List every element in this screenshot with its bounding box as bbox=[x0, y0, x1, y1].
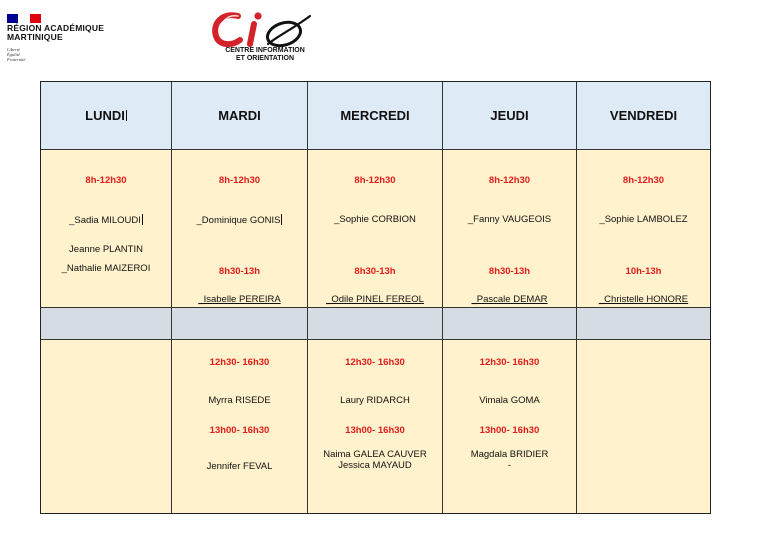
person-name: _Dominique GONIS bbox=[196, 215, 281, 226]
lunch-separator bbox=[308, 308, 443, 340]
timetable bbox=[40, 81, 711, 514]
motto-egalite: Égalité bbox=[7, 52, 20, 57]
day-header-mercredi: MERCREDI bbox=[308, 82, 443, 150]
afternoon-cell-mardi bbox=[172, 340, 308, 513]
afternoon-cell-mercredi bbox=[308, 340, 443, 513]
morning-person: _Fanny VAUGEOIS bbox=[467, 214, 552, 225]
morning-cell-mercredi bbox=[308, 150, 443, 308]
afternoon-person: Jennifer FEVAL bbox=[206, 461, 273, 472]
region-line-1: RÉGION ACADÉMIQUE bbox=[7, 23, 105, 33]
morning-person: _Pascale DEMAR bbox=[471, 294, 548, 305]
morning-cell-vendredi bbox=[577, 150, 710, 308]
morning-person: _Nathalie MAIZEROI bbox=[61, 263, 151, 274]
morning-time: 8h-12h30 bbox=[354, 175, 396, 186]
lunch-separator bbox=[443, 308, 577, 340]
morning-person bbox=[172, 214, 307, 226]
morning-time: 8h-12h30 bbox=[85, 175, 127, 186]
afternoon-time-2: 13h00- 16h30 bbox=[209, 425, 270, 436]
afternoon-time: 12h30- 16h30 bbox=[209, 357, 270, 368]
afternoon-cell-lundi bbox=[41, 340, 172, 513]
cio-subtitle bbox=[207, 47, 323, 63]
morning-person: _Isabelle PEREIRA bbox=[198, 294, 281, 305]
afternoon-person: - bbox=[507, 460, 512, 471]
afternoon-person: Myrra RISEDE bbox=[208, 395, 271, 406]
cio-subtitle-line-2: ET ORIENTATION bbox=[235, 55, 295, 62]
day-header-mardi: MARDI bbox=[172, 82, 308, 150]
french-flag-icon bbox=[7, 14, 41, 23]
text-cursor bbox=[126, 110, 127, 121]
afternoon-person: Vimala GOMA bbox=[479, 395, 540, 406]
morning-person: Jeanne PLANTIN bbox=[69, 244, 143, 255]
lunch-separator bbox=[41, 308, 172, 340]
morning-time-2: 8h30-13h bbox=[218, 266, 261, 277]
afternoon-time-2: 13h00- 16h30 bbox=[345, 425, 405, 436]
morning-person: _Sophie LAMBOLEZ bbox=[599, 214, 688, 225]
republic-motto bbox=[7, 47, 26, 62]
cio-subtitle-line-1: CENTRE INFORMATION bbox=[225, 47, 305, 54]
afternoon-time: 12h30- 16h30 bbox=[345, 357, 405, 368]
text-cursor bbox=[281, 214, 282, 225]
morning-time-2: 8h30-13h bbox=[354, 266, 396, 277]
day-header-vendredi: VENDREDI bbox=[577, 82, 710, 150]
cio-logo-icon bbox=[208, 10, 318, 52]
morning-cell-mardi bbox=[172, 150, 308, 308]
motto-fraternite: Fraternité bbox=[7, 57, 26, 62]
morning-cell-lundi bbox=[41, 150, 172, 308]
region-academique-name bbox=[7, 24, 104, 42]
region-line-2: MARTINIQUE bbox=[7, 32, 63, 42]
morning-person: _Christelle HONORE bbox=[598, 294, 689, 305]
afternoon-person: Magdala BRIDIER bbox=[470, 449, 549, 460]
morning-person: _Odile PINEL FEREOL bbox=[326, 294, 424, 305]
afternoon-cell-jeudi bbox=[443, 340, 577, 513]
afternoon-time: 12h30- 16h30 bbox=[479, 357, 540, 368]
morning-person bbox=[41, 214, 171, 226]
morning-time: 8h-12h30 bbox=[488, 175, 531, 186]
day-header-jeudi: JEUDI bbox=[443, 82, 577, 150]
person-name: _Sadia MILOUDI bbox=[69, 215, 141, 226]
day-header-lundi bbox=[41, 82, 172, 150]
afternoon-cell-vendredi bbox=[577, 340, 710, 513]
afternoon-person: Naima GALEA CAUVER bbox=[323, 449, 427, 460]
afternoon-time-2: 13h00- 16h30 bbox=[479, 425, 540, 436]
morning-person: _Sophie CORBION bbox=[334, 214, 416, 225]
morning-time: 8h-12h30 bbox=[218, 175, 261, 186]
afternoon-person: Laury RIDARCH bbox=[340, 395, 410, 406]
morning-time-2: 10h-13h bbox=[625, 266, 662, 277]
text-cursor bbox=[142, 214, 143, 225]
lunch-separator bbox=[577, 308, 710, 340]
motto-liberte: Liberté bbox=[7, 47, 20, 52]
day-label: LUNDI bbox=[85, 108, 125, 123]
morning-cell-jeudi bbox=[443, 150, 577, 308]
morning-time-2: 8h30-13h bbox=[488, 266, 531, 277]
lunch-separator bbox=[172, 308, 308, 340]
morning-time: 8h-12h30 bbox=[622, 175, 665, 186]
afternoon-person: Jessica MAYAUD bbox=[338, 460, 412, 471]
